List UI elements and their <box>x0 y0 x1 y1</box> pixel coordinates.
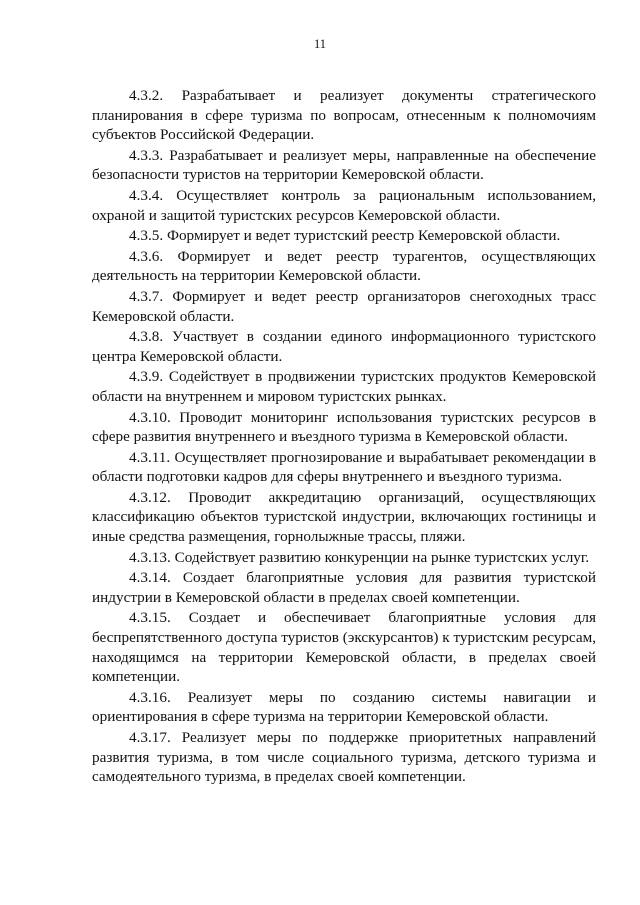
page-number: 11 <box>313 37 327 51</box>
paragraph-4-3-6: 4.3.6. Формирует и ведет реестр турагентов, осуществляющих деятельность на территории Кемеровской области. <box>92 247 596 285</box>
paragraph-4-3-12: 4.3.12. Проводит аккредитацию организаций, осуществляющих классификацию объектов туристской индустрии, включающих гостиницы и иные средства размещения, горнолыжные трассы, пляжи. <box>92 488 596 546</box>
paragraph-4-3-5: 4.3.5. Формирует и ведет туристский реестр Кемеровской области. <box>129 227 561 245</box>
paragraph-4-3-2: 4.3.2. Разрабатывает и реализует документы стратегического планирования в сфере туризма по вопросам, отнесенным к полномочиям субъектов Российской Федерации. <box>92 87 596 144</box>
paragraph-4-3-11: 4.3.11. Осуществляет прогнозирование и вырабатывает рекомендации в области подготовки кадров для сферы внутреннего и въездного туризма. <box>92 448 596 486</box>
paragraph-4-3-10: 4.3.10. Проводит мониторинг использования туристских ресурсов в сфере развития внутреннего и въездного туризма в Кемеровской области. <box>92 408 596 446</box>
paragraph-4-3-15: 4.3.15. Создает и обеспечивает благоприятные условия для беспрепятственного доступа туристов (экскурсантов) к туристским ресурсам, находящимся на территории Кемеровской области, в пределах своей компетенции. <box>92 609 596 686</box>
paragraph-4-3-4: 4.3.4. Осуществляет контроль за рациональным использованием, охраной и защитой туристских ресурсов Кемеровской области. <box>92 186 596 224</box>
paragraph-4-3-9: 4.3.9. Содействует в продвижении туристских продуктов Кемеровской области на внутреннем и мировом туристских рынках. <box>92 368 596 405</box>
paragraph-4-3-8: 4.3.8. Участвует в создании единого информационного туристского центра Кемеровской области. <box>92 328 596 365</box>
paragraph-4-3-13: 4.3.13. Содействует развитию конкуренции на рынке туристских услуг. <box>129 548 590 566</box>
paragraph-4-3-3: 4.3.3. Разрабатывает и реализует меры, направленные на обеспечение безопасности туристов на территории Кемеровской области. <box>92 146 596 184</box>
paragraph-4-3-7: 4.3.7. Формирует и ведет реестр организаторов снегоходных трасс Кемеровской области. <box>92 287 596 325</box>
paragraph-4-3-16: 4.3.16. Реализует меры по созданию системы навигации и ориентирования в сфере туризма на территории Кемеровской области. <box>92 688 596 726</box>
paragraph-4-3-14: 4.3.14. Создает благоприятные условия для развития туристской индустрии в Кемеровской области в пределах своей компетенции. <box>92 569 596 606</box>
document-body <box>92 86 596 788</box>
paragraph-4-3-17: 4.3.17. Реализует меры по поддержке приоритетных направлений развития туризма, в том числе социального туризма, детского туризма и самодеятельного туризма, в пределах своей компетенции. <box>92 729 596 786</box>
